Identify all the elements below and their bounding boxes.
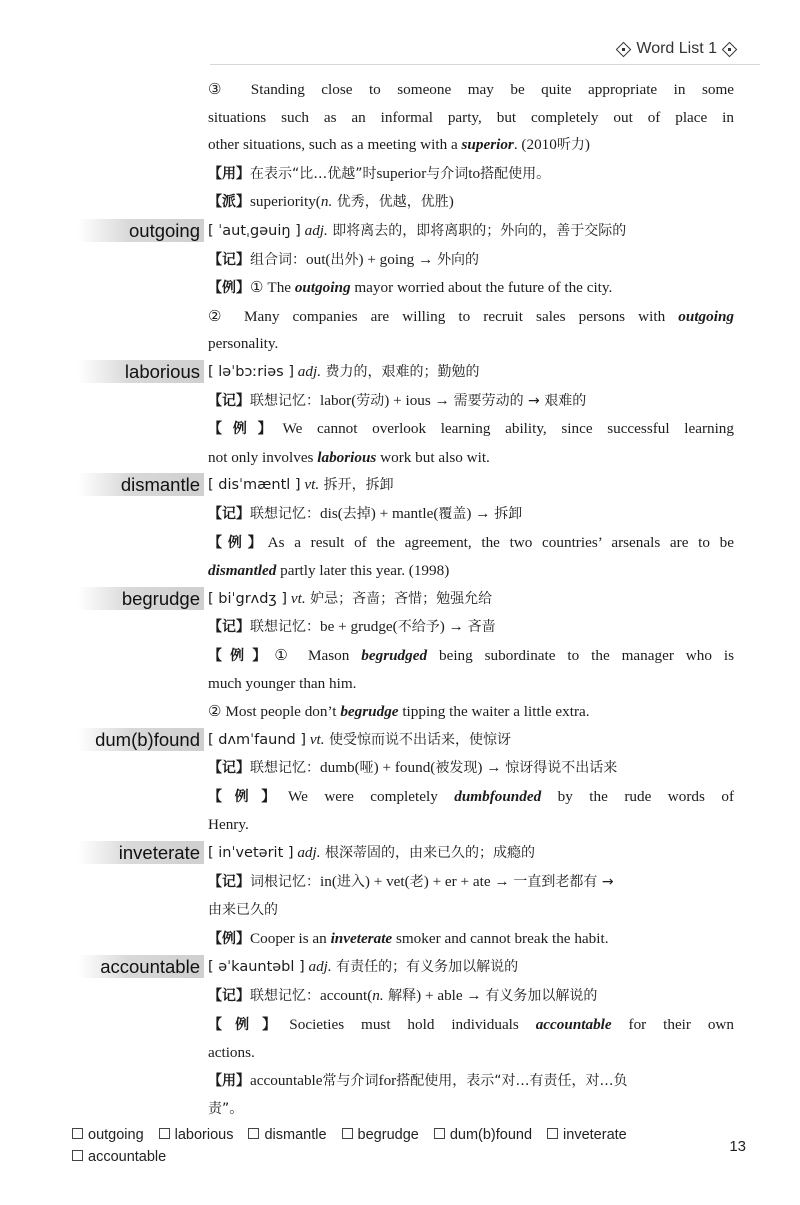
header-title: Word List 1	[636, 40, 717, 57]
text: ③ Standing close to someone may be quite appropriate in some	[208, 81, 734, 98]
entry-line	[208, 868, 734, 897]
text: Cooper is an	[250, 929, 331, 947]
chinese-text: 解释	[383, 988, 417, 1004]
text: ) + able →	[416, 987, 486, 1004]
checkbox-icon[interactable]	[434, 1128, 445, 1139]
entry-body	[208, 726, 734, 839]
section-label: 【记】	[208, 619, 250, 636]
text: other situations, such as a meeting with a	[208, 136, 462, 154]
section-label: 【记】	[208, 505, 250, 522]
entry-line	[208, 160, 734, 189]
checkbox-icon[interactable]	[248, 1128, 259, 1139]
checklist-item[interactable]	[342, 1124, 419, 1146]
chinese-text: 联想记忆：	[250, 988, 320, 1004]
text: personality.	[208, 335, 279, 353]
headword: laborious	[78, 360, 204, 383]
chinese-text: 哑	[359, 760, 374, 777]
diamond-icon	[723, 43, 736, 56]
emphasized-word: laborious	[317, 448, 377, 466]
entry	[0, 358, 800, 471]
page-number: 13	[729, 1138, 746, 1155]
chinese-text: 劳动	[356, 392, 385, 409]
checklist-label: dum(b)found	[449, 1127, 533, 1143]
text: ) + er + ate →	[423, 872, 514, 890]
entry-line	[208, 1039, 734, 1067]
chinese-text: 不给予	[397, 619, 440, 636]
entry-line	[208, 217, 734, 246]
part-of-speech: vt.	[309, 730, 325, 748]
chinese-text: 优秀，优越，优胜	[332, 194, 449, 211]
emphasized-word: dismantled	[208, 562, 277, 580]
checkbox-icon[interactable]	[342, 1128, 353, 1139]
text: superior	[376, 164, 427, 182]
checkbox-icon[interactable]	[72, 1150, 83, 1161]
chinese-text: 联想记忆：	[250, 760, 320, 777]
part-of-speech: adj.	[308, 958, 332, 976]
checklist-item[interactable]	[72, 1146, 166, 1168]
phonetic: [ ˈautˌgəuiŋ ]	[208, 222, 301, 239]
entry	[0, 953, 800, 1124]
entry-list	[0, 76, 800, 1124]
emphasized-word: begrudge	[340, 703, 399, 721]
text: ) + vet(	[364, 872, 410, 890]
entry-line	[208, 188, 734, 217]
entry-line	[208, 104, 734, 132]
phonetic: [ inˈvetərit ]	[208, 845, 294, 862]
text: to	[468, 164, 481, 182]
entry-line	[208, 415, 734, 444]
text: for their own	[611, 1015, 734, 1033]
text: We cannot overlook learning ability, since successful learning	[282, 420, 734, 438]
section-label: 【记】	[208, 988, 250, 1004]
part-of-speech: vt.	[304, 476, 320, 494]
text: dis(	[320, 504, 343, 522]
headword: accountable	[78, 955, 204, 978]
text: superiority(	[250, 193, 321, 211]
entry	[0, 726, 800, 839]
text: out(	[306, 250, 331, 268]
entry-line	[208, 1095, 734, 1124]
chinese-text: 外向的	[437, 251, 480, 268]
text: )	[448, 193, 454, 211]
section-label: 【用】	[208, 165, 250, 182]
emphasized-word: superior	[461, 136, 514, 154]
section-label: 【例】	[208, 647, 275, 664]
chinese-text: 去掉	[342, 505, 371, 522]
chinese-text: 进入	[336, 873, 365, 890]
chinese-text: 拆卸	[494, 505, 523, 522]
entry-line	[208, 387, 734, 416]
chinese-text: 在表示“比…优越”时	[250, 165, 377, 182]
entry-body	[208, 585, 734, 726]
text: ) + found(	[373, 759, 436, 777]
emphasized-word: outgoing	[678, 307, 734, 325]
part-of-speech: n.	[320, 193, 333, 211]
checklist-label: dismantle	[264, 1127, 327, 1143]
entry-line	[208, 76, 734, 104]
entry-line	[208, 1011, 734, 1040]
entry-line	[208, 783, 734, 812]
entry-line	[208, 246, 734, 275]
headword: dismantle	[78, 473, 204, 496]
checklist-item[interactable]	[159, 1124, 234, 1146]
chinese-text: 联想记忆：	[250, 505, 320, 522]
entry-line	[208, 670, 734, 698]
entry-body	[208, 358, 734, 471]
text: ) + mantle(	[370, 504, 439, 522]
entry-line	[208, 557, 734, 585]
text: smoker and cannot break the habit.	[392, 929, 609, 947]
chinese-text: 联想记忆：	[250, 619, 320, 636]
entry-line	[208, 330, 734, 358]
chinese-text: 惊讶得说不出话来	[505, 760, 618, 777]
entry-line	[208, 444, 734, 472]
headword: begrudge	[78, 587, 204, 610]
diamond-icon	[617, 43, 630, 56]
entry-body	[208, 953, 734, 1124]
entry-body	[208, 76, 734, 217]
chinese-text: 责”。	[208, 1101, 244, 1118]
chinese-text: 被发现	[435, 760, 478, 777]
checklist-item[interactable]	[72, 1124, 144, 1146]
entry-line	[208, 274, 734, 303]
text: ② Most people don’t	[208, 703, 341, 721]
section-label: 【用】	[208, 1072, 250, 1089]
emphasized-word: dumbfounded	[454, 787, 542, 805]
entry-line	[208, 982, 734, 1011]
chinese-text: 搭配使用。	[480, 165, 551, 182]
headword: dum(b)found	[78, 728, 204, 751]
phonetic: [ ləˈbɔːriəs ]	[208, 363, 294, 380]
phonetic: [ dʌmˈfaund ]	[208, 731, 307, 748]
chinese-text: 出外	[330, 251, 359, 268]
text: dumb(	[320, 759, 360, 777]
entry-line	[208, 303, 734, 331]
chinese-text: 词根记忆：	[250, 873, 320, 890]
chinese-text: 使受惊而说不出话来，使惊讶	[324, 731, 512, 748]
text: by the rude words of	[541, 787, 735, 805]
part-of-speech: adj.	[297, 362, 322, 380]
entry	[0, 839, 800, 953]
chinese-text: 吝啬	[467, 619, 496, 636]
section-label: 【记】	[208, 392, 250, 409]
text: ) →	[477, 759, 506, 777]
text: for	[378, 1071, 397, 1089]
entry-line	[208, 500, 734, 529]
phonetic: [ disˈmæntl ]	[208, 477, 301, 494]
text: )	[584, 136, 590, 154]
emphasized-word: inveterate	[330, 929, 393, 947]
text: ) →	[466, 504, 495, 522]
text: accountable	[250, 1071, 323, 1089]
entry-line	[208, 698, 734, 726]
section-label: 【记】	[208, 873, 250, 890]
entry-line	[208, 613, 734, 642]
entry-line	[208, 726, 734, 755]
chinese-text: 覆盖	[438, 505, 467, 522]
entry-line	[208, 953, 734, 982]
section-label: 【例】	[208, 930, 250, 947]
text: be + grudge(	[320, 618, 398, 636]
chinese-text: 即将离去的，即将离职的；外向的，善于交际的	[327, 222, 627, 239]
header-rule	[210, 64, 760, 65]
section-label: 【例】	[208, 421, 283, 438]
text: work but also wit.	[376, 448, 490, 466]
entry-line	[208, 1067, 734, 1096]
text: ) →	[439, 618, 468, 636]
section-label: 【例】	[208, 1016, 290, 1033]
entry-line	[208, 839, 734, 868]
text: mayor worried about the future of the city.	[350, 279, 613, 297]
text: Societies must hold individuals	[289, 1015, 536, 1033]
section-label: 【记】	[208, 760, 250, 777]
chinese-text: 拆开，拆卸	[319, 477, 394, 494]
entry	[0, 471, 800, 584]
checklist-label: inveterate	[563, 1127, 627, 1143]
text: being subordinate to the manager who is	[427, 646, 734, 664]
entry-line	[208, 529, 734, 558]
chinese-text: 根深蒂固的，由来已久的；成瘾的	[320, 845, 535, 862]
checklist-label: begrudge	[357, 1127, 419, 1143]
text: ) + going →	[358, 250, 438, 268]
text: situations such as an informal party, but completely out of place in	[208, 108, 734, 126]
chinese-text: 组合词：	[250, 251, 306, 268]
checkbox-icon[interactable]	[547, 1128, 558, 1139]
checklist-label: accountable	[88, 1149, 167, 1165]
chinese-text: 妒忌；吝啬；吝惜；勉强允给	[305, 590, 493, 607]
text: partly later this year. (1998)	[276, 562, 450, 580]
headword: inveterate	[78, 841, 204, 864]
entry-line	[208, 925, 734, 954]
chinese-text: 常与介词	[322, 1072, 379, 1089]
entry-line	[208, 585, 734, 614]
checkbox-icon[interactable]	[159, 1128, 170, 1139]
emphasized-word: accountable	[535, 1015, 612, 1033]
checklist-label: laborious	[174, 1127, 234, 1143]
chinese-text: 与介词	[426, 165, 469, 182]
text: We were completely	[288, 787, 455, 805]
checklist-item[interactable]	[248, 1124, 326, 1146]
chinese-text: 由来已久的	[208, 902, 278, 919]
emphasized-word: begrudged	[361, 646, 428, 664]
chinese-text: 联想记忆：	[250, 392, 320, 409]
text: ② Many companies are willing to recruit sales persons with	[208, 307, 679, 325]
text: ① The	[250, 279, 295, 297]
entry-body	[208, 839, 734, 953]
entry-line	[208, 471, 734, 500]
part-of-speech: adj.	[304, 221, 328, 239]
phonetic: [ əˈkauntəbl ]	[208, 959, 305, 976]
chinese-text: 需要劳动的 → 艰难的	[453, 392, 587, 409]
section-label: 【记】	[208, 251, 250, 268]
text: much younger than him.	[208, 675, 357, 693]
section-label: 【例】	[208, 534, 268, 551]
entry-line	[208, 754, 734, 783]
entry-body	[208, 471, 734, 584]
entry-body	[208, 217, 734, 358]
entry-line	[208, 358, 734, 387]
headword: outgoing	[78, 219, 204, 242]
checkbox-icon[interactable]	[72, 1128, 83, 1139]
text: labor(	[320, 391, 357, 409]
entry-line	[208, 131, 734, 160]
text: . (2010	[513, 136, 557, 154]
phonetic: [ biˈgrʌdʒ ]	[208, 590, 288, 607]
chinese-text: 老	[409, 873, 424, 890]
chinese-text: 有责任的；有义务加以解说的	[331, 959, 519, 976]
text: Henry.	[208, 816, 249, 834]
entry-line	[208, 896, 734, 925]
part-of-speech: n.	[372, 987, 384, 1004]
chinese-text: 一直到老都有 →	[513, 873, 614, 890]
running-header	[611, 36, 742, 62]
text: in(	[320, 872, 337, 890]
text: not only involves	[208, 448, 318, 466]
checklist-label: outgoing	[88, 1127, 144, 1143]
chinese-text: 听力	[556, 137, 585, 154]
review-checklist	[72, 1124, 712, 1168]
entry-continued	[0, 76, 800, 217]
emphasized-word: outgoing	[294, 279, 351, 297]
entry	[0, 217, 800, 358]
section-label: 【派】	[208, 194, 250, 211]
part-of-speech: vt.	[290, 589, 306, 607]
entry-line	[208, 811, 734, 839]
chinese-text: 搭配使用，表示“对…有责任，对…负	[396, 1072, 628, 1089]
checklist-item[interactable]	[434, 1124, 532, 1146]
text: As a result of the agreement, the two countries’ arsenals are to be	[267, 533, 734, 551]
text: tipping the waiter a little extra.	[398, 703, 590, 721]
entry	[0, 585, 800, 726]
chinese-text: 有义务加以解说的	[485, 988, 598, 1004]
text: account(	[320, 987, 373, 1004]
text: ① Mason	[274, 646, 362, 664]
section-label: 【例】	[208, 280, 250, 297]
text: ) + ious →	[384, 391, 454, 409]
entry-line	[208, 642, 734, 671]
part-of-speech: adj.	[297, 844, 321, 862]
chinese-text: 费力的，艰难的；勤勉的	[321, 363, 480, 380]
text: actions.	[208, 1044, 255, 1062]
section-label: 【例】	[208, 788, 289, 805]
checklist-item[interactable]	[547, 1124, 627, 1146]
